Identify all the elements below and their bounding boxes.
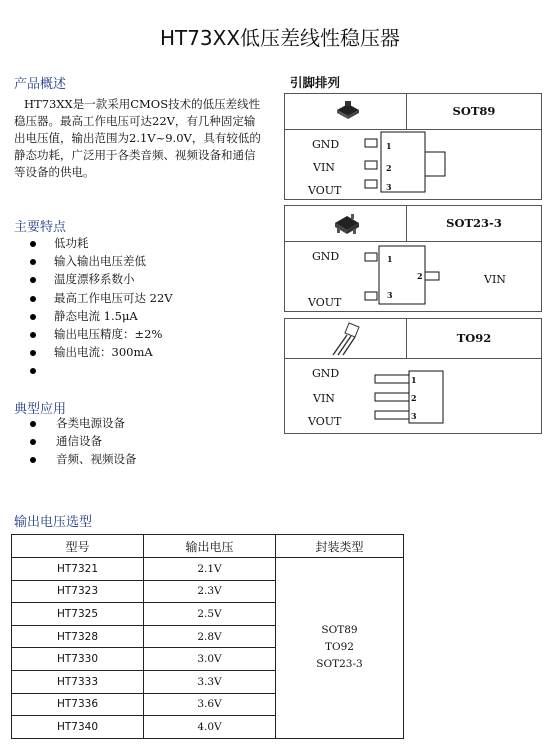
overview-line: HT73XX是一款采用CMOS技术的低压差线性 [24,97,261,111]
list-item: 输入输出电压差低 [26,252,276,270]
bullet-icon [30,368,36,374]
table-header-row [12,535,404,558]
list-item: 温度漂移系数小 [26,270,276,288]
voltage-cell: 3.3V [144,670,276,693]
to92-pinout-diagram [373,369,447,429]
sot23-pinout-diagram [363,244,453,306]
bullet-icon [30,439,36,445]
model-cell: HT7340 [12,716,144,739]
bullet-icon [30,421,36,427]
page-title: HT73XX低压差线性稳压器 [159,26,401,50]
applications-list [26,414,276,469]
column-header: 型号 [12,535,144,558]
column-header: 输出电压 [144,535,276,558]
selection-heading: 输出电压选型 [14,515,93,530]
voltage-cell: 2.3V [144,580,276,603]
model-cell: HT7321 [12,558,144,581]
package-name: SOT23-3 [446,216,502,230]
column-header: 封装类型 [276,535,404,558]
pin-number: 2 [417,271,423,281]
model-cell: HT7323 [12,580,144,603]
pin-number: 2 [411,393,417,403]
list-item: 输出电压精度：±2% [26,325,276,343]
voltage-cell: 3.6V [144,693,276,716]
pin-label: VOUT [308,296,342,309]
sot89-pinout-diagram [363,130,463,196]
package-to92 [284,318,542,434]
voltage-cell: 4.0V [144,716,276,739]
sot23-package-icon [331,211,363,237]
sot89-package-icon [333,100,363,122]
model-cell: HT7328 [12,625,144,648]
pin-number: 3 [386,182,392,192]
overview-line: 稳压器。最高工作电压可达22V，有几种固定输 [14,114,256,128]
package-type: SOT89 [321,624,358,637]
features-heading: 主要特点 [14,220,67,235]
bullet-icon [30,457,36,463]
model-cell: HT7330 [12,648,144,671]
list-item: 音频、视频设备 [26,450,276,468]
list-item: 最高工作电压可达 22V [26,289,276,307]
package-sot89 [284,93,542,200]
overview-heading: 产品概述 [14,77,67,92]
package-type: SOT23-3 [316,658,363,671]
list-item: 低功耗 [26,234,276,252]
voltage-cell: 2.8V [144,625,276,648]
package-name: TO92 [456,331,492,345]
pin-label: VOUT [308,415,342,428]
to92-package-icon [327,321,367,357]
pin-number: 3 [411,411,417,421]
bullet-icon [30,314,36,320]
overview-line: 静态功耗，广泛用于各类音频、视频设备和通信 [14,148,256,162]
bullet-icon [30,259,36,265]
pin-label: GND [312,367,340,380]
bullet-icon [30,332,36,338]
pin-label: VOUT [308,184,342,197]
pin-number: 3 [387,290,393,300]
package-name: SOT89 [452,104,496,118]
list-item: 通信设备 [26,432,276,450]
pin-label: VIN [313,161,335,174]
list-item: 输出电流：300mA [26,343,276,361]
pin-number: 2 [386,163,392,173]
pin-number: 1 [411,375,417,385]
pin-number: 1 [386,141,392,151]
bullet-icon [30,277,36,283]
bullet-icon [30,350,36,356]
model-cell: HT7333 [12,670,144,693]
pin-number: 1 [387,254,393,264]
pinout-heading: 引脚排列 [290,75,341,90]
list-item [26,361,276,379]
bullet-icon [30,241,36,247]
voltage-cell: 3.0V [144,648,276,671]
overview-line: 等设备的供电。 [14,165,95,179]
model-cell: HT7336 [12,693,144,716]
pin-label: GND [312,250,340,263]
applications-heading: 典型应用 [14,402,67,417]
package-sot23-3 [284,205,542,312]
table-row [12,558,404,581]
pin-label: VIN [313,392,335,405]
list-item: 各类电源设备 [26,414,276,432]
package-cell [276,558,404,739]
overview-text [14,96,276,181]
features-list [26,234,276,380]
package-type: TO92 [325,641,354,654]
pin-label: VIN [484,273,506,286]
voltage-cell: 2.5V [144,603,276,626]
selection-table [11,534,404,739]
pin-label: GND [312,138,340,151]
overview-line: 出电压值，输出范围为2.1V~9.0V，具有较低的 [14,131,261,145]
bullet-icon [30,296,36,302]
list-item: 静态电流 1.5μA [26,307,276,325]
voltage-cell: 2.1V [144,558,276,581]
model-cell: HT7325 [12,603,144,626]
